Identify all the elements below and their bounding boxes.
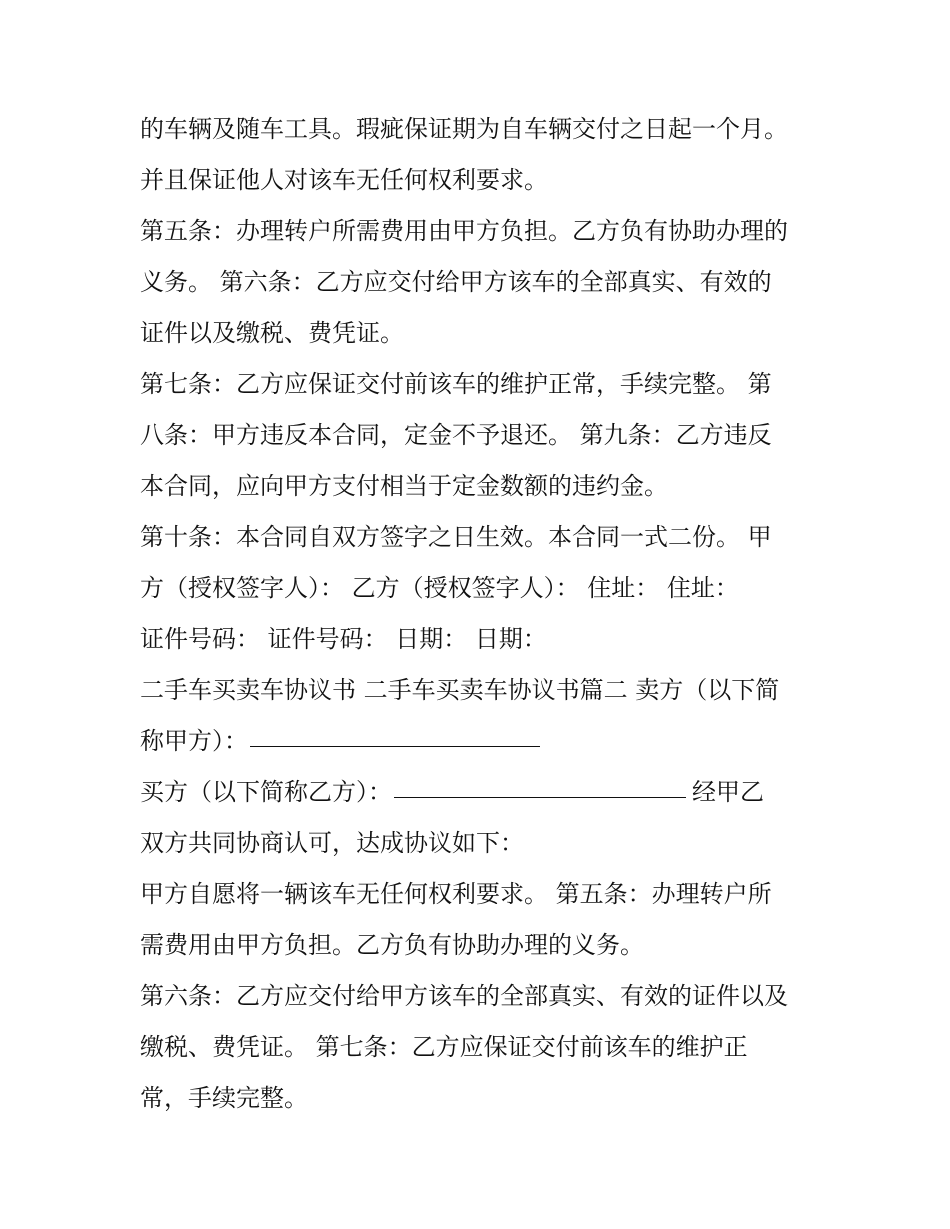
text-line: 缴税、费凭证。 第七条：乙方应保证交付前该车的维护正: [140, 1033, 748, 1061]
buyer-name-blank: [394, 769, 686, 798]
document-body: [140, 104, 820, 1124]
text-line: 需费用由甲方负担。乙方负有协助办理的义务。: [140, 931, 644, 959]
text-line: 双方共同协商认可，达成协议如下：: [140, 829, 524, 857]
buyer-line: [140, 767, 820, 818]
seller-name-blank: [250, 718, 540, 747]
text-line: 方（授权签字人）： 乙方（授权签字人）： 住址： 住址：: [140, 574, 739, 602]
buyer-label: 买方（以下简称乙方）：: [140, 778, 392, 806]
text-line: 的车辆及随车工具。瑕疵保证期为自车辆交付之日起一个月。: [140, 115, 788, 143]
buyer-line-tail: 经甲乙: [692, 778, 764, 806]
text-line: 证件号码： 证件号码： 日期： 日期：: [140, 625, 547, 653]
text-line: 甲方自愿将一辆该车无任何权利要求。 第五条：办理转户所: [140, 880, 772, 908]
seller-label: 称甲方）：: [140, 727, 248, 755]
seller-line: [140, 716, 820, 767]
text-line: 八条：甲方违反本合同，定金不予退还。 第九条：乙方违反: [140, 421, 772, 449]
text-line: 第七条：乙方应保证交付前该车的维护正常，手续完整。 第: [140, 370, 772, 398]
text-line: 本合同，应向甲方支付相当于定金数额的违约金。: [140, 472, 668, 500]
text-line: 第五条：办理转户所需费用由甲方负担。乙方负有协助办理的: [140, 217, 788, 245]
text-line: 义务。 第六条：乙方应交付给甲方该车的全部真实、有效的: [140, 268, 772, 296]
text-line: 常，手续完整。: [140, 1084, 308, 1112]
text-line: 证件以及缴税、费凭证。: [140, 319, 404, 347]
text-line: 第六条：乙方应交付给甲方该车的全部真实、有效的证件以及: [140, 982, 788, 1010]
text-line: 并且保证他人对该车无任何权利要求。: [140, 166, 548, 194]
text-line: 第十条：本合同自双方签字之日生效。本合同一式二份。 甲: [140, 523, 772, 551]
text-line: 二手车买卖车协议书 二手车买卖车协议书篇二 卖方（以下简: [140, 676, 780, 704]
